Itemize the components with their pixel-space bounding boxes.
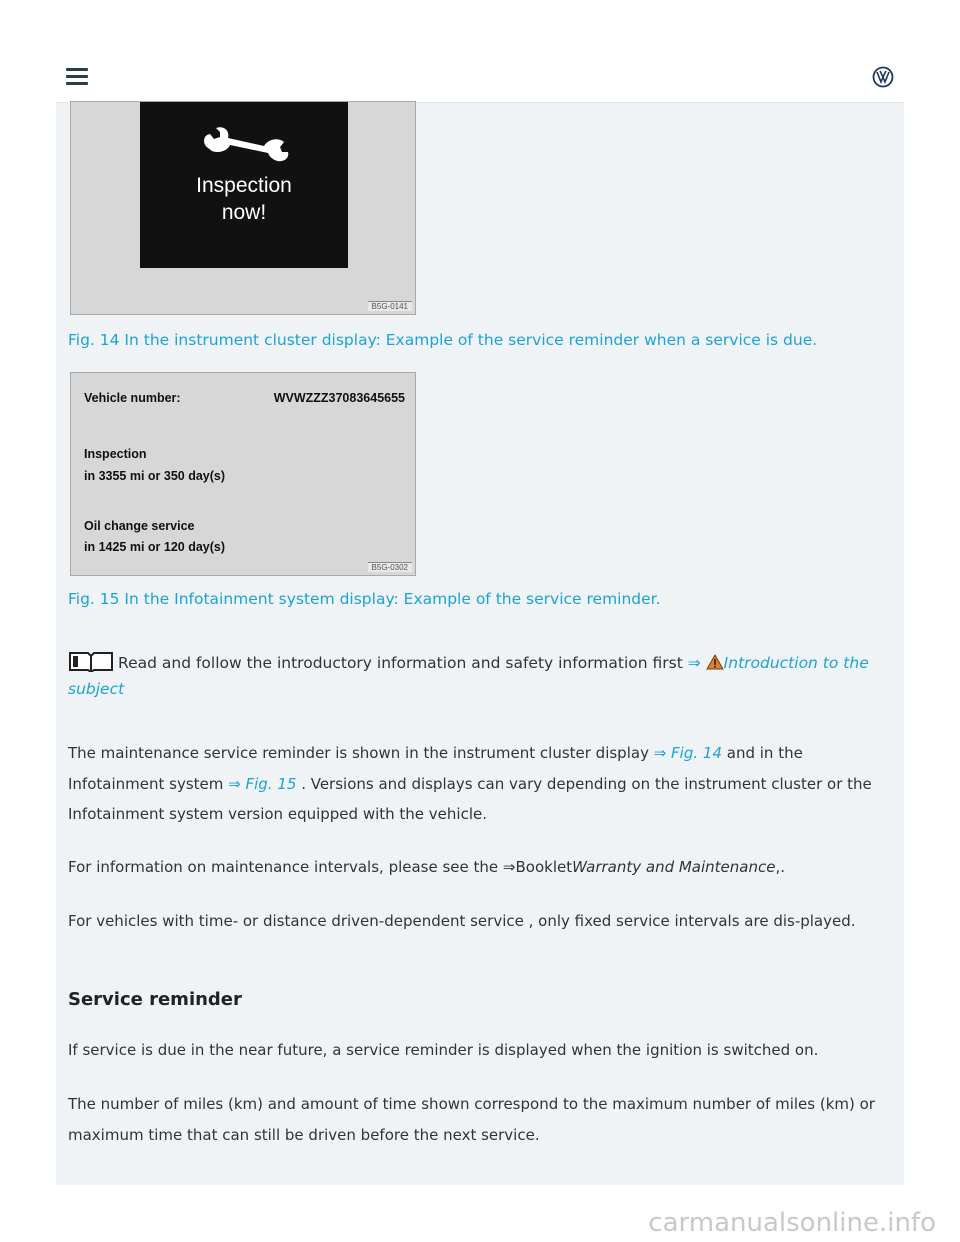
paragraph-miles-time: The number of miles (km) and amount of time shown correspond to the maximum number of miles (km) or maximum time that can still be driven before the next service. (68, 1095, 875, 1144)
intro-text: Read and follow the introductory information and safety information first (118, 654, 683, 672)
open-book-icon (68, 650, 114, 672)
intro-arrow[interactable]: ⇒ (687, 654, 701, 672)
inspection-label: Inspection (84, 447, 147, 461)
figure-14-caption: Fig. 14 In the instrument cluster display: Example of the service reminder when a service is due. (68, 331, 818, 349)
figure-14-image (70, 101, 416, 315)
oil-change-label: Oil change service (84, 519, 195, 533)
section-heading: Service reminder (68, 989, 242, 1010)
screen-text-now: now! (221, 201, 267, 224)
inspection-value: in 3355 mi or 350 day(s) (84, 469, 226, 483)
screen-text-inspection: Inspection (196, 174, 292, 197)
wrench-icon (200, 122, 292, 162)
oil-change-value: in 1425 mi or 120 day(s) (84, 540, 226, 554)
text-segment: ,. (775, 858, 786, 876)
vehicle-number-value: WVWZZZ37083645655 (273, 391, 405, 405)
warning-triangle-icon (706, 654, 724, 670)
figure-code: B5G-0302 (368, 562, 412, 572)
text-segment: . Versions and displays can vary depending on the instrument cluster or the Infotainment system version equipped with the vehicle. (68, 774, 872, 823)
vw-logo-icon[interactable] (872, 66, 894, 88)
booklet-title: Warranty and Maintenance (572, 858, 776, 876)
figure-15-caption: Fig. 15 In the Infotainment system display: Example of the service reminder. (68, 590, 661, 608)
manual-content (56, 103, 904, 1185)
fig-14-link[interactable]: ⇒ Fig. 14 (653, 744, 722, 762)
fig-15-link[interactable]: ⇒ Fig. 15 (228, 774, 297, 793)
text-segment: The maintenance service reminder is shown in the instrument cluster display (68, 744, 654, 762)
paragraph-maintenance-intervals (68, 852, 888, 883)
text-segment: and in the Infotainment system (68, 744, 803, 793)
figure-15-image (70, 372, 416, 576)
text-segment: For information on maintenance intervals, please see the ⇒Booklet (68, 858, 573, 876)
vehicle-number-label: Vehicle number: (84, 391, 181, 405)
figure-code: B5G-0141 (368, 301, 412, 311)
watermark-text: carmanualsonline.info (648, 1208, 936, 1238)
instrument-cluster-screen (140, 102, 348, 268)
paragraph-display-info (68, 738, 888, 830)
top-bar (56, 50, 904, 103)
paragraph-fixed-intervals: For vehicles with time- or distance driven-dependent service , only fixed service intervals are dis-played. (68, 912, 856, 930)
intro-notice (68, 650, 892, 702)
introduction-link[interactable]: Introduction to the subject (68, 654, 869, 698)
hamburger-menu-icon[interactable] (66, 68, 88, 85)
paragraph-service-reminder: If service is due in the near future, a service reminder is displayed when the ignition is switched on. (68, 1041, 819, 1059)
